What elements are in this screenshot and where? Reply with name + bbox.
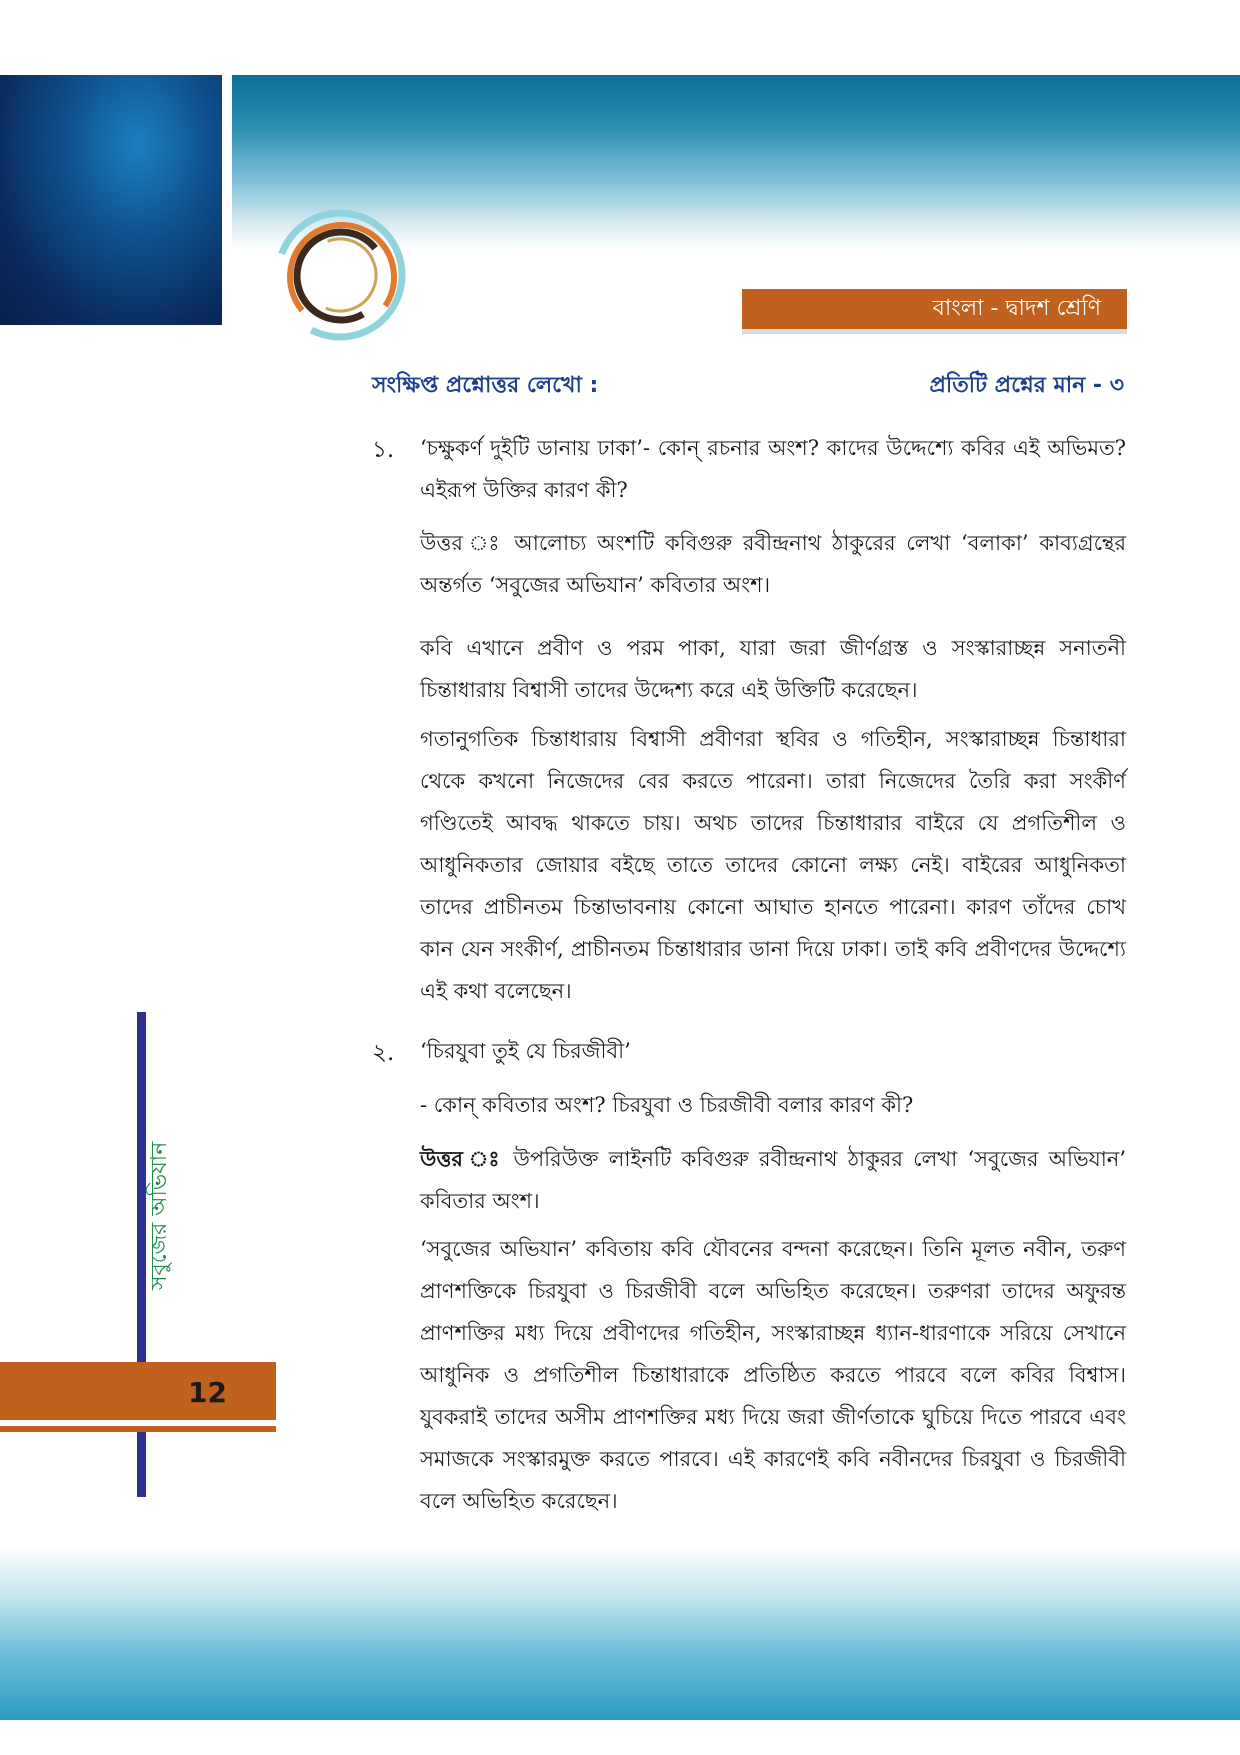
answer-paragraph: কবি এখানে প্রবীণ ও পরম পাকা, যারা জরা জীর্ণগ্রস্ত ও সংস্কারাচ্ছন্ন সনাতনী চিন্তাধারায় বিশ্বাসী তাদের উদ্দেশ্য করে এই উক্তিটি করেছেন। [420, 636, 1126, 702]
answer-label: উত্তর ঃ [420, 1146, 504, 1171]
answer-text: উপরিউক্ত লাইনটি কবিগুরু রবীন্দ্রনাথ ঠাকুরর লেখা ‘সবুজের অভিযান’ কবিতার অংশ। [420, 1147, 1127, 1213]
page-number-block [0, 1362, 276, 1427]
question-text: ‘চক্ষুকর্ণ দুইটি ডানায় ঢাকা’- কোন্ রচনার অংশ? কাদের উদ্দেশ্যে কবির এই অভিমত? এইরূপ উক্তির কারণ কী? [420, 436, 1126, 502]
grade-label: বাংলা - দ্বাদশ শ্রেণি [742, 289, 1127, 329]
question-subtext: - কোন্ কবিতার অংশ? চিরযুবা ও চিরজীবী বলার কারণ কী? [420, 1093, 914, 1117]
side-title: সবুজের অভিযান [147, 1141, 172, 1290]
section-heading: সংক্ষিপ্ত প্রশ্নোত্তর লেখো : [372, 373, 599, 398]
marks-label: প্রতিটি প্রশ্নের মান - ৩ [929, 373, 1124, 398]
answer-paragraph: উত্তর ঃ আলোচ্য অংশটি কবিগুরু রবীন্দ্রনাথ ঠাকুরের লেখা ‘বলাকা’ কাব্যগ্রন্থের অন্তর্গত ‘সবুজের অভিযান’ কবিতার অংশ। [420, 531, 1126, 597]
page-number-underline [0, 1426, 276, 1432]
answer-paragraph: ‘সবুজের অভিযান’ কবিতায় কবি যৌবনের বন্দনা করেছেন। তিনি মূলত নবীন, তরুণ প্রাণশক্তিকে চিরযুবা ও চিরজীবী বলে অভিহিত করেছেন। তরুণরা তাদের অফুরন্ত প্রাণশক্তির মধ্য দিয়ে প্রবীণদের গতিহীন, সংস্কারাচ্ছন্ন ধ্যান-ধারণাকে সরিয়ে সেখানে আধুনিক ও প্রগতিশীল চিন্তাধারাকে প্রতিষ্ঠিত করতে পারবে বলে কবির বিশ্বাস। যুবকরাই তাদের অসীম প্রাণশক্তির মধ্য দিয়ে জরা জীর্ণতাকে ঘুচিয়ে দিতে পারবে এবং সমাজকে সংস্কারমুক্ত করতে পারবে। এই কারণেই কবি নবীনদের চিরযুবা ও চিরজীবী বলে অভিহিত করেছেন। [420, 1237, 1126, 1513]
header-dark-block [0, 75, 222, 325]
footer-gradient-band [0, 1545, 1240, 1720]
question-number: ২. [372, 1040, 395, 1066]
answer-paragraph [420, 1138, 1126, 1222]
answer-paragraph: গতানুগতিক চিন্তাধারায় বিশ্বাসী প্রবীণরা স্থবির ও গতিহীন, সংস্কারাচ্ছন্ন চিন্তাধারা থেকে কখনো নিজেদের বের করতে পারেনা। তারা নিজেদের তৈরি করা সংকীর্ণ গণ্ডিতেই আবদ্ধ থাকতে চায়। অথচ তাদের চিন্তাধারার বাইরে যে প্রগতিশীল ও আধুনিকতার জোয়ার বইছে তাতে তাদের কোনো লক্ষ্য নেই। বাইরের আধুনিকতা তাদের প্রাচীনতম চিন্তাভাবনায় কোনো আঘাত হানতে পারেনা। কারণ তাঁদের চোখ কান যেন সংকীর্ণ, প্রাচীনতম চিন্তাধারার ডানা দিয়ে ঢাকা। তাই কবি প্রবীণদের উদ্দেশ্যে এই কথা বলেছেন। [420, 727, 1126, 1003]
question-number: ১. [372, 437, 395, 463]
question-text: ‘চিরযুবা তুই যে চিরজীবী’ [420, 1039, 631, 1063]
circle-logo-icon [262, 203, 417, 348]
page-number: 12 [188, 1376, 227, 1409]
